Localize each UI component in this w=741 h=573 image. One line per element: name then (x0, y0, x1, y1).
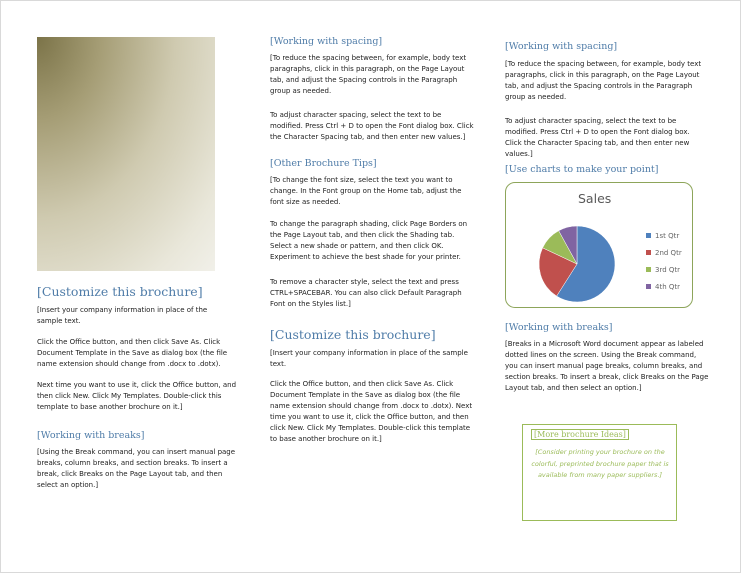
legend-swatch-4 (646, 284, 651, 289)
legend-swatch-3 (646, 267, 651, 272)
middle-paragraph-4[interactable]: To change the paragraph shading, click Page Borders on the Page Layout tab, and then click the Shading tab. Select a new shade or pattern, and then click OK. Experiment to achieve the best shade for your printer. (270, 220, 468, 261)
middle-paragraph-2[interactable]: To adjust character spacing, select the text to be modified. Press Ctrl + D to open the Font dialog box. Click the Character Spacing tab, and then enter new values.] (270, 111, 474, 141)
legend-item (646, 278, 682, 295)
right-heading-breaks[interactable]: [Working with breaks] (505, 322, 613, 333)
sales-chart[interactable] (505, 182, 693, 308)
right-paragraph-1[interactable]: [To reduce the spacing between, for example, body text paragraphs, click in this paragraph, on the Page Layout tab, and adjust the Spacing controls in the Paragraph group as needed. (505, 60, 702, 101)
left-heading-customize[interactable]: [Customize this brochure] (37, 284, 203, 299)
legend-swatch-1 (646, 233, 651, 238)
legend-label-3: 3rd Qtr (655, 265, 681, 274)
middle-heading-spacing[interactable]: [Working with spacing] (270, 36, 383, 47)
right-heading-spacing[interactable]: [Working with spacing] (505, 41, 618, 52)
brochure-ideas-sidebar[interactable] (522, 424, 677, 521)
right-heading-charts[interactable]: [Use charts to make your point] (505, 164, 659, 175)
cover-photo-placeholder[interactable] (37, 37, 215, 271)
legend-item (646, 244, 682, 261)
sidebar-title[interactable]: [More brochure Ideas] (531, 429, 629, 440)
left-paragraph-3[interactable]: Next time you want to use it, click the Office button, and then click New. Click My Templates. Double-click this template to base another brochure on it.] (37, 381, 237, 411)
middle-paragraph-3[interactable]: [To change the font size, select the text you want to change. In the Font group on the Home tab, adjust the font size as needed. (270, 176, 462, 206)
right-paragraph-2[interactable]: To adjust character spacing, select the text to be modified. Press Ctrl + D to open the Font dialog box. Click the Character Spacing tab, and then enter new values.] (505, 117, 690, 158)
legend-swatch-2 (646, 250, 651, 255)
left-heading-breaks[interactable]: [Working with breaks] (37, 430, 145, 441)
middle-paragraph-6[interactable]: [Insert your company information in place of the sample text. (270, 349, 468, 368)
legend-label-1: 1st Qtr (655, 231, 680, 240)
left-paragraph-2[interactable]: Click the Office button, and then click Save As. Click Document Template in the Save as dialog box (the file name extension should change from .docx to .dotx). (37, 338, 228, 368)
chart-title: Sales (578, 191, 612, 206)
middle-heading-tips[interactable]: [Other Brochure Tips] (270, 158, 377, 169)
legend-item (646, 261, 682, 278)
chart-legend (646, 227, 682, 295)
right-paragraph-3[interactable]: [Breaks in a Microsoft Word document appear as labeled dotted lines on the screen. Using the Break command, you can insert manual page breaks, column breaks, and section breaks. To insert a break, click Breaks on the Page Layout tab, and then select an option.] (505, 340, 709, 392)
middle-paragraph-7[interactable]: Click the Office button, and then click Save As. Click Document Template in the Save as dialog box (the file name extension should change from .docx to .dotx). Next time you want to use it, click the Office button, and then click New. Click My Templates. Double-click this template to base another brochure on it.] (270, 380, 473, 443)
pie-chart (532, 219, 622, 309)
legend-label-2: 2nd Qtr (655, 248, 682, 257)
middle-heading-customize[interactable]: [Customize this brochure] (270, 327, 436, 342)
left-paragraph-1[interactable]: [Insert your company information in place of the sample text. (37, 306, 208, 325)
left-paragraph-4[interactable]: [Using the Break command, you can insert manual page breaks, column breaks, and section breaks. To insert a break, click Breaks on the Page Layout tab, and then select an option.] (37, 448, 236, 489)
legend-item (646, 227, 682, 244)
legend-label-4: 4th Qtr (655, 282, 680, 291)
middle-paragraph-5[interactable]: To remove a character style, select the text and press CTRL+SPACEBAR. You can also click Default Paragraph Font on the Styles list.] (270, 278, 462, 308)
middle-paragraph-1[interactable]: [To reduce the spacing between, for example, body text paragraphs, click in this paragraph, on the Page Layout tab, and adjust the Spacing controls in the Paragraph group as needed. (270, 54, 467, 95)
sidebar-text[interactable]: [Consider printing your brochure on the colorful, preprinted brochure paper that is available from many paper suppliers.] (531, 448, 669, 479)
